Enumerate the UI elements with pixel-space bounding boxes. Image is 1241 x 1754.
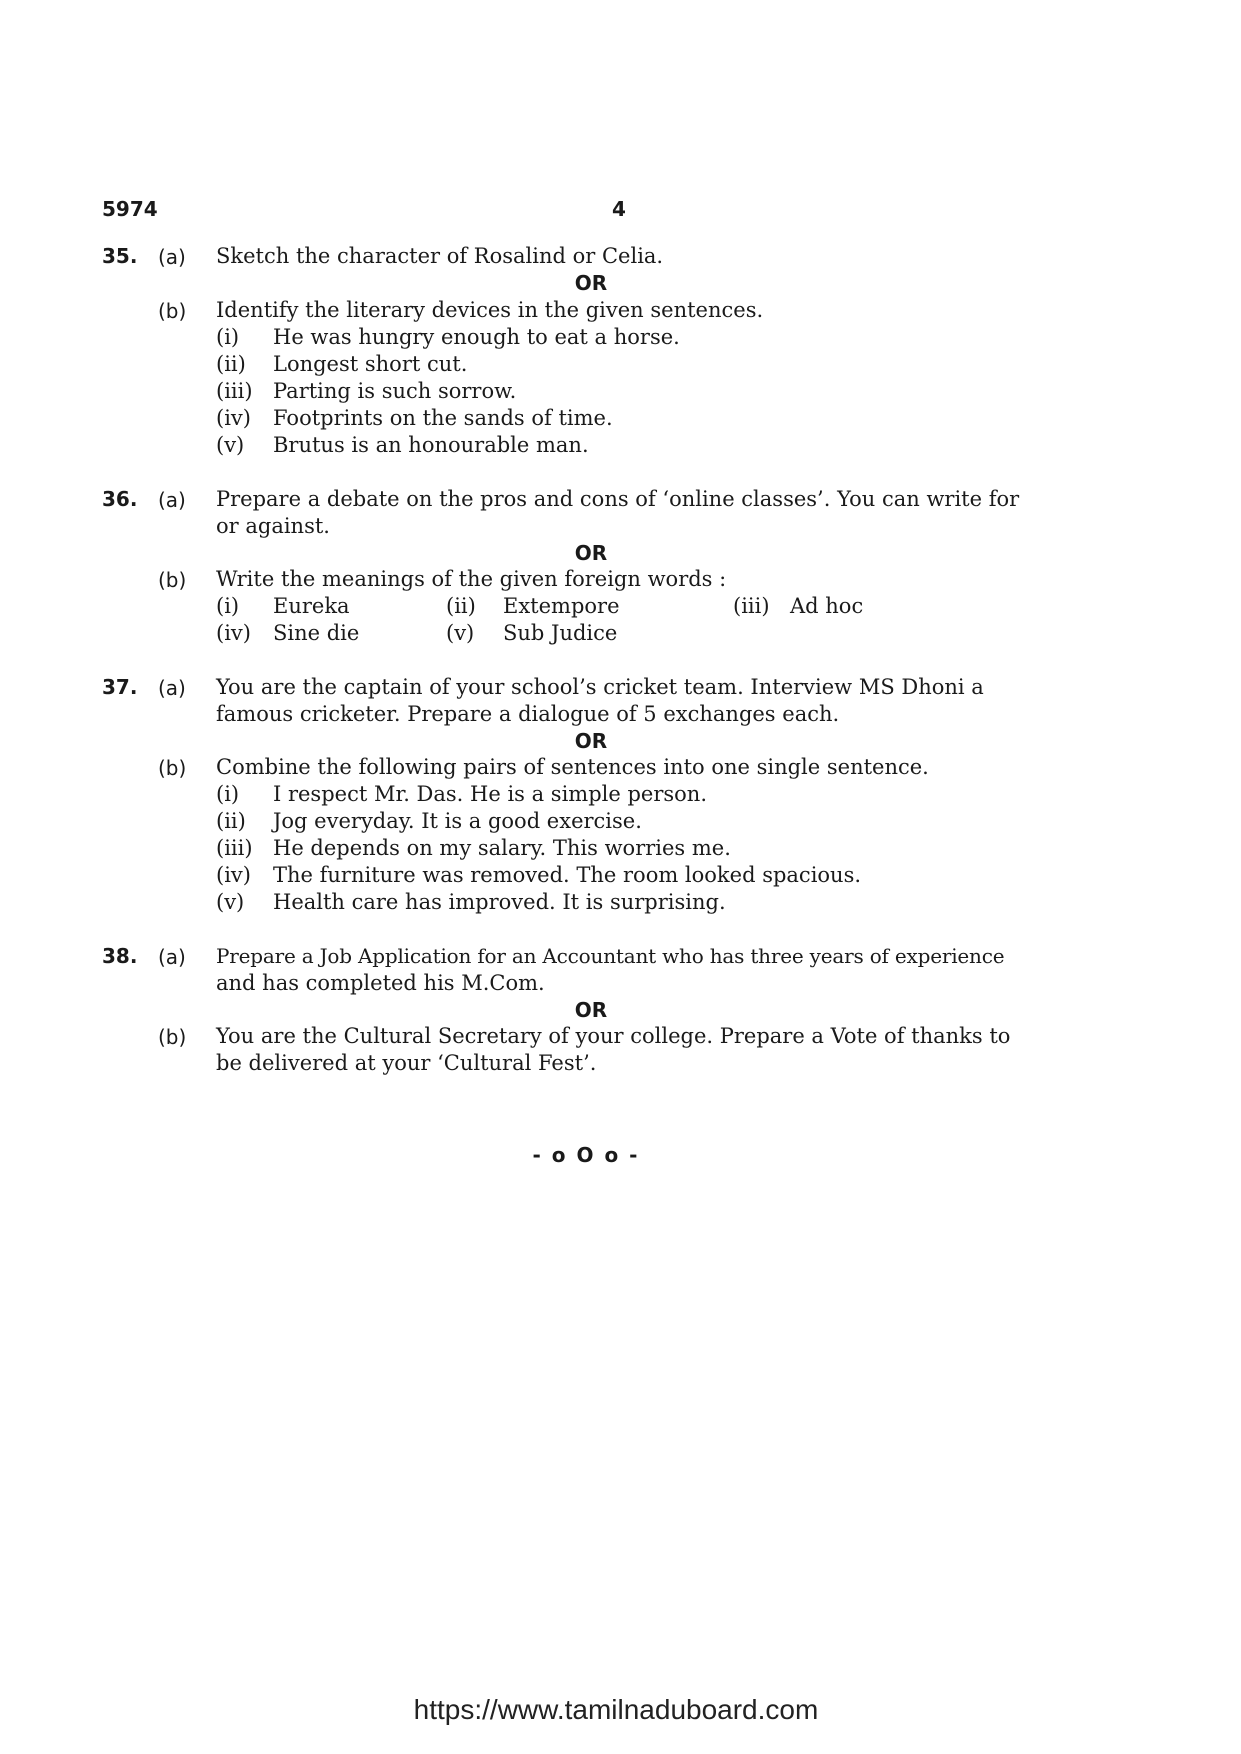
question-number: 38. bbox=[102, 944, 138, 968]
or-separator: OR bbox=[574, 998, 608, 1022]
question-text-line2: be delivered at your ‘Cultural Fest’. bbox=[216, 1051, 597, 1075]
item-number: (i) bbox=[216, 782, 240, 806]
item-number: (iv) bbox=[216, 863, 251, 887]
part-label: (a) bbox=[158, 676, 186, 700]
item-text: Ad hoc bbox=[790, 594, 864, 618]
question-text: Sketch the character of Rosalind or Celia. bbox=[216, 244, 664, 268]
part-label: (b) bbox=[158, 756, 187, 780]
question-text-line1: You are the Cultural Secretary of your college. Prepare a Vote of thanks to bbox=[216, 1024, 1011, 1048]
item-text: Footprints on the sands of time. bbox=[273, 406, 613, 430]
question-text-line2: famous cricketer. Prepare a dialogue of 5 exchanges each. bbox=[216, 702, 840, 726]
page-number: 4 bbox=[612, 197, 626, 221]
item-number: (iii) bbox=[216, 836, 253, 860]
item-text: Health care has improved. It is surprising. bbox=[273, 890, 726, 914]
or-separator: OR bbox=[574, 271, 608, 295]
item-number: (v) bbox=[216, 433, 245, 457]
item-number: (iv) bbox=[216, 406, 251, 430]
part-label: (b) bbox=[158, 568, 187, 592]
part-label: (b) bbox=[158, 1025, 187, 1049]
item-number: (i) bbox=[216, 594, 240, 618]
paper-code: 5974 bbox=[102, 197, 158, 221]
item-text: I respect Mr. Das. He is a simple person. bbox=[273, 782, 708, 806]
question-number: 37. bbox=[102, 675, 138, 699]
question-text-line1: You are the captain of your school’s cricket team. Interview MS Dhoni a bbox=[216, 675, 984, 699]
question-text: Identify the literary devices in the given sentences. bbox=[216, 298, 764, 322]
item-text: Longest short cut. bbox=[273, 352, 468, 376]
item-number: (iv) bbox=[216, 621, 251, 645]
item-number: (ii) bbox=[216, 352, 246, 376]
question-text: Write the meanings of the given foreign words : bbox=[216, 567, 727, 591]
part-label: (a) bbox=[158, 945, 186, 969]
question-text-line1: Prepare a Job Application for an Accountant who has three years of experience bbox=[216, 944, 1005, 968]
end-of-paper-mark: - o O o - bbox=[532, 1143, 640, 1167]
item-number: (v) bbox=[216, 890, 245, 914]
part-label: (b) bbox=[158, 299, 187, 323]
item-text: He depends on my salary. This worries me. bbox=[273, 836, 731, 860]
question-text-line2: and has completed his M.Com. bbox=[216, 971, 545, 995]
item-number: (iii) bbox=[733, 594, 770, 618]
item-text: He was hungry enough to eat a horse. bbox=[273, 325, 680, 349]
question-number: 35. bbox=[102, 244, 138, 268]
item-text: Sine die bbox=[273, 621, 360, 645]
item-number: (ii) bbox=[446, 594, 476, 618]
item-text: Brutus is an honourable man. bbox=[273, 433, 589, 457]
or-separator: OR bbox=[574, 729, 608, 753]
question-number: 36. bbox=[102, 487, 138, 511]
question-text-line2: or against. bbox=[216, 514, 330, 538]
part-label: (a) bbox=[158, 488, 186, 512]
footer-url: https://www.tamilnaduboard.com bbox=[413, 1694, 819, 1725]
part-label: (a) bbox=[158, 245, 186, 269]
question-text: Combine the following pairs of sentences into one single sentence. bbox=[216, 755, 929, 779]
item-text: Jog everyday. It is a good exercise. bbox=[273, 809, 642, 833]
item-text: Extempore bbox=[503, 594, 620, 618]
item-number: (iii) bbox=[216, 379, 253, 403]
item-number: (i) bbox=[216, 325, 240, 349]
item-number: (v) bbox=[446, 621, 475, 645]
item-text: Parting is such sorrow. bbox=[273, 379, 517, 403]
item-text: Eureka bbox=[273, 594, 350, 618]
item-text: Sub Judice bbox=[503, 621, 618, 645]
or-separator: OR bbox=[574, 541, 608, 565]
question-text-line1: Prepare a debate on the pros and cons of ‘online classes’. You can write for bbox=[216, 487, 1020, 511]
item-text: The furniture was removed. The room looked spacious. bbox=[273, 863, 862, 887]
item-number: (ii) bbox=[216, 809, 246, 833]
